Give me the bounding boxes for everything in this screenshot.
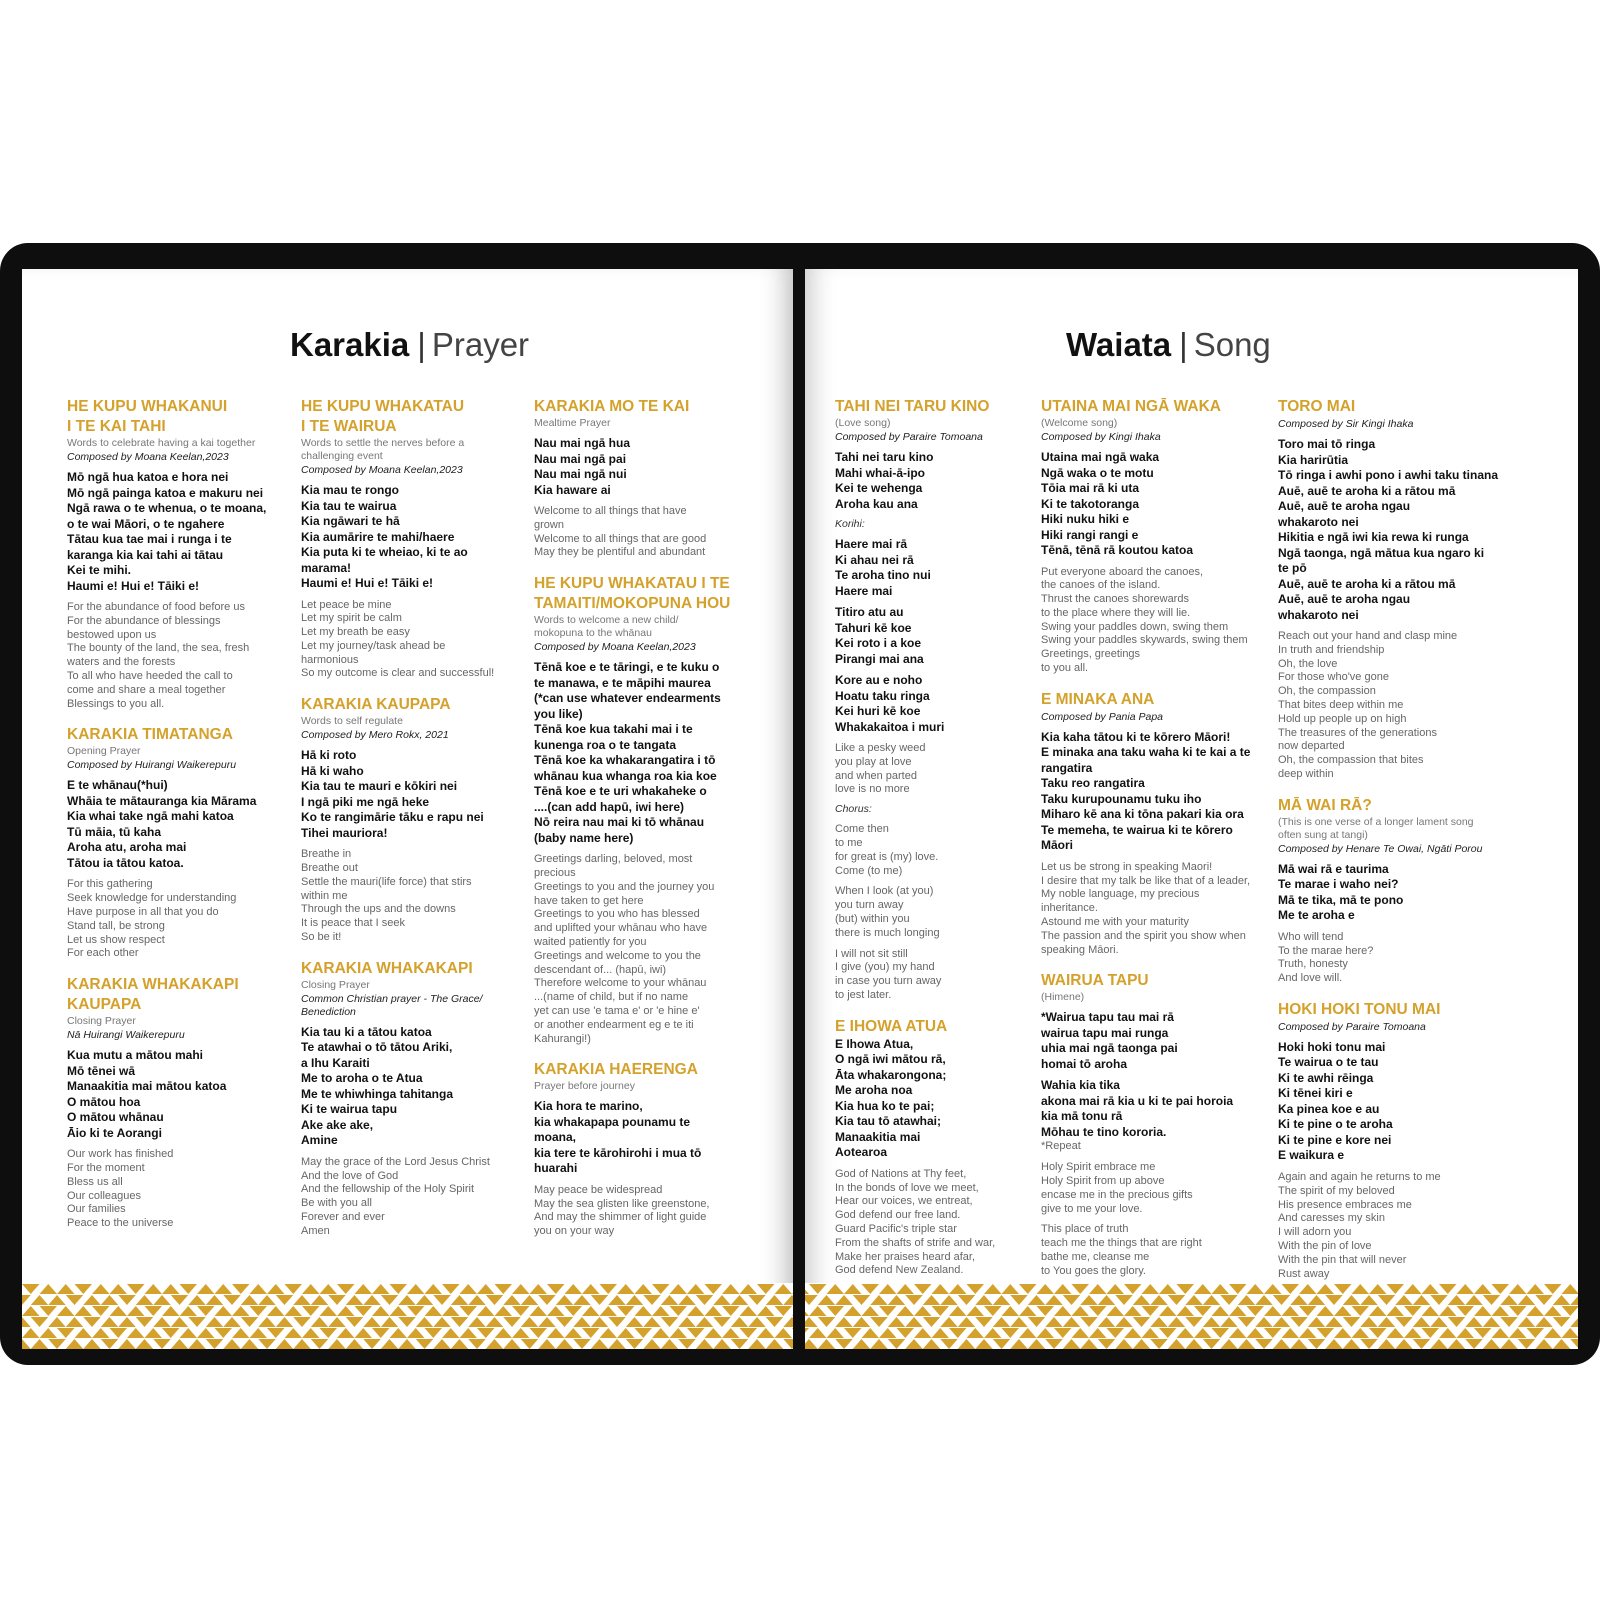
section-title: HE KUPU WHAKANUI I TE KAI TAHI [67,398,228,435]
prayer-section [534,1060,749,1239]
english-translation: For the abundance of food before us For the abundance of blessings bestowed upon us The bounty of the land, the sea, fresh waters and the forests To all who have heeded the call to come and share a meal together Blessings to you all. [67,601,250,710]
english-translation: Greetings darling, beloved, most precious Greetings to you and the journey you have taken to get here Greetings to you who has blessed and uplifted your whānau who have waited patiently for you Greetings and welcome to you the descendant of... (hapū, iwi) Therefore welcome to your whānau ...(name of child, but if no name yet can use 'e tama e' or 'e hine e' or another endearment eg e te iti Kahurangi!) [534,853,715,1045]
song-section [835,1017,1030,1278]
song-section [1041,397,1271,676]
composer-credit: Composed by Mero Rokx, 2021 [301,729,449,742]
maori-text: Tēnā koe e te tāringi, e te kuku o te manawa, e te māpihi maurea (*can use whatever endearments you like) Tēnā koe kua takahi mai i te kunenga roa o te tangata Tēnā koe ka whakarangatira i tō whānau kua whanga roa kia koe Tēnā koe e te uri whakaheke o ....(can add hapū, iwi here) Nō reira nau mai ki tō whānau (baby name here) [534,660,721,845]
english-translation: Breathe in Breathe out Settle the mauri(life force) that stirs within me Through the ups and the downs It is peace that I seek So be it! [301,848,472,944]
section-subtitle: Prayer before journey [534,1080,635,1093]
composer-credit: Composed by Moana Keelan,2023 [67,451,229,463]
maori-lyrics: Utaina mai ngā waka Ngā waka o te motu Tōia mai rā ki uta Ki te takotoranga Hiki nuku hiki e Hiki rangi rangi e Tēnā, tēnā rā koutou katoa [1041,450,1194,557]
section-title: HOKI HOKI TONU MAI [1278,1000,1441,1018]
left-page [22,269,793,1349]
right-page [805,269,1578,1349]
column-1 [835,397,1030,1292]
title-main: Karakia [290,326,410,363]
maori-text: Kia tau ki a tātou katoa Te atawhai o tō tātou Ariki, a Ihu Karaiti Me to aroha o te Atua Me te whiwhinga tahitanga Ki te wairua tapu Ake ake ake, Amine [301,1024,454,1148]
maori-text: Kua mutu a mātou mahi Mō tēnei wā Manaakitia mai mātou katoa O mātou hoa O mātou whānau Āio ki te Aorangi [67,1048,227,1140]
maori-text: Nau mai ngā hua Nau mai ngā pai Nau mai ngā nui Kia haware ai [534,436,631,497]
section-subtitle: Closing Prayer [67,1015,136,1028]
section-title: KARAKIA HAERENGA [534,1061,698,1079]
title-sub: Prayer [431,326,530,363]
section-title: KARAKIA TIMATANGA [67,726,233,744]
column-3 [1278,397,1518,1295]
composer-credit: Composed by Pania Papa [1041,710,1163,723]
composer-credit: Composed by Sir Kingi Ihaka [1278,418,1414,430]
maori-text: Hā ki roto Hā ki waho Kia tau te mauri e kōkiri nei I ngā piki me ngā heke Ko te rangimārie tāku e rapu nei Tihei mauriora! [301,748,484,840]
maori-lyrics: Haere mai rā Ki ahau nei rā Te aroha tino nui Haere mai [835,537,931,598]
section-title: KARAKIA WHAKAKAPI [301,959,473,977]
title-main: Waiata [1066,326,1172,363]
english-translation: Reach out your hand and clasp mine In truth and friendship Oh, the love For those who've gone Oh, the compassion That bites deep within me Hold up people up on high The treasures of the generations now departed Oh, the compassion that bites deep within [1278,630,1458,780]
verse-label: Korihi: [835,518,865,530]
section-title: KARAKIA KAUPAPA [301,696,451,714]
song-section [1041,690,1271,958]
section-subtitle: Words to celebrate having a kai together [67,437,256,449]
maori-lyrics: Kia kaha tātou ki te kōrero Māori! E minaka ana taku waha ki te kai a te rangatira Taku reo rangatira Taku kurupounamu tuku iho Miharo kē ana ki tōna pakari kia ora Te memeha, te wairua ki te kōrero Māori [1041,729,1251,853]
maori-lyrics: Hoki hoki tonu mai Te wairua o te tau Ki te awhi rēinga Ki tēnei kiri e Ka pinea koe e au Ki te pine o te aroha Ki te pine e kore nei E waikura e [1278,1039,1393,1163]
column-2 [1041,397,1271,1293]
english-translation: Let us be strong in speaking Maori! I desire that my talk be like that of a leader, My noble language, my precious inheritance. Astound me with your maturity The passion and the spirit you show when speaking Māori. [1041,860,1251,956]
section-title: TORO MAI [1278,398,1356,415]
title-sub: Song [1193,326,1271,363]
title-separator: | [417,326,426,363]
section-subtitle: Mealtime Prayer [534,417,611,429]
section-subtitle: (Himene) [1041,991,1085,1004]
maori-text: Mō ngā hua katoa e hora nei Mō ngā painga katoa e makuru nei Ngā rawa o te whenua, o te moana, o te wai Māori, o te ngahere Tātau kua tae mai i runga i te karanga kia kai tahi ai tātau Kei te mihi. Haumi e! Hui e! Tāiki e! [67,470,267,593]
section-subtitle: Words to self regulate [301,715,403,728]
song-section [1278,796,1518,986]
section-title: KARAKIA WHAKAKAPI KAUPAPA [67,976,239,1014]
prayer-section [301,959,516,1239]
prayer-section [301,397,516,681]
column-2 [301,397,516,1253]
composer-credit: Composed by Henare Te Owai, Ngāti Porou [1278,842,1483,855]
section-title: MĀ WAI RĀ? [1278,796,1372,814]
section-subtitle: (Welcome song) [1041,417,1118,429]
section-subtitle: Words to settle the nerves before a challenging event [301,437,465,462]
page-title [290,325,529,365]
verse-label: Chorus: [835,803,872,816]
composer-credit: Composed by Paraire Tomoana [1278,1020,1426,1033]
english-translation: Let peace be mine Let my spirit be calm Let my breath be easy Let my journey/task ahead be harmonious So my outcome is clear and successful! [301,598,495,680]
english-translation: Who will tend To the marae here? Truth, honesty And love will. [1278,930,1374,985]
section-subtitle: Opening Prayer [67,745,141,758]
composer-credit: Composed by Kingi Ihaka [1041,431,1161,443]
english-translation: I will not sit still I give (you) my hand in case you turn away to jest later. [835,947,942,1001]
section-title: E IHOWA ATUA [835,1017,948,1035]
maori-lyrics: Titiro atu au Tahuri kē koe Kei roto i a koe Pirangi mai ana [835,605,924,666]
maori-text: E te whānau(*hui) Whāia te mātauranga kia Mārama Kia whai take ngā mahi katoa Tū māia, tū kaha Aroha atu, aroha mai Tātou ia tātou katoa. [67,778,257,870]
maori-lyrics: *Wairua tapu tau mai rā wairua tapu mai runga uhia mai ngā taonga pai homai tō aroha [1041,1010,1178,1071]
english-translation: For this gathering Seek knowledge for understanding Have purpose in all that you do Stand tall, be strong Let us show respect For each other [67,878,237,960]
section-title: WAIRUA TAPU [1041,972,1149,990]
english-translation: Come then to me for great is (my) love. Come (to me) [835,823,939,877]
english-translation: May peace be widespread May the sea glisten like greenstone, And may the shimmer of light guide you on your way [534,1183,710,1238]
english-translation: This place of truth teach me the things that are right bathe me, cleanse me to You goes the glory. [1041,1223,1202,1277]
section-title: E MINAKA ANA [1041,690,1155,708]
prayer-section [67,725,277,961]
book-cover [0,243,1600,1365]
english-translation: Welcome to all things that have grown Welcome to all things that are good May they be plentiful and abundant [534,505,707,559]
maori-lyrics: Mā wai rā e taurima Te marae i waho nei? Mā te tika, mā te pono Me te aroha e [1278,861,1404,923]
prayer-section [67,975,277,1231]
english-translation: May the grace of the Lord Jesus Christ And the love of God And the fellowship of the Holy Spirit Be with you all Forever and ever Amen [301,1155,490,1237]
composer-credit: Composed by Huirangi Waikerepuru [67,759,237,772]
composer-credit: Composed by Paraire Tomoana [835,431,983,443]
triangle-pattern-border [22,1283,793,1349]
composer-credit: Common Christian prayer - The Grace/ Benediction [301,992,483,1018]
composer-credit: Composed by Moana Keelan,2023 [534,641,696,654]
song-section [1041,971,1271,1278]
section-subtitle: (This is one verse of a longer lament song often sung at tangi) [1278,815,1474,841]
song-section [1278,1000,1518,1281]
english-translation: Put everyone aboard the canoes, the canoes of the island. Thrust the canoes shorewards to the place where they will lie. Swing your paddles down, swing them Swing your paddles skywards, swing them Greetings, greetings to you all. [1041,565,1248,675]
maori-text: Kia hora te marino, kia whakapapa pounamu te moana, kia tere te kārohirohi i mua tō huarahi [534,1099,702,1176]
prayer-section [534,397,749,560]
section-title: KARAKIA MO TE KAI [534,398,690,415]
section-title: TAHI NEI TARU KINO [835,398,990,415]
english-translation: Like a pesky weed you play at love and when parted love is no more [835,742,926,796]
section-subtitle: Closing Prayer [301,978,370,991]
column-1 [67,397,277,1245]
prayer-section [67,397,277,711]
page-title [1066,325,1271,365]
english-translation: God of Nations at Thy feet, In the bonds of love we meet, Hear our voices, we entreat, God defend our free land. Guard Pacific's triple star From the shafts of strife and war, Make her praises heard afar, God defend New Zealand. [835,1167,996,1277]
column-3 [534,397,749,1253]
maori-lyrics: Kore au e noho Hoatu taku ringa Kei huri kē koe Whakakaitoa i muri [835,673,945,734]
prayer-section [301,695,516,945]
maori-text: Kia mau te rongo Kia tau te wairua Kia ngāwari te hā Kia aumārire te mahi/haere Kia puta ki te wheiao, ki te ao marama! Haumi e! Hui e! Tāiki e! [301,483,468,590]
triangle-pattern-border [805,1283,1578,1349]
maori-lyrics: Wahia kia tika akona mai rā kia u ki te pai horoia kia mā tonu rā Mōhau te tino kororia. [1041,1078,1234,1139]
section-title: HE KUPU WHAKATAU I TE TAMAITI/MOKOPUNA HOU [534,575,731,613]
section-title: HE KUPU WHAKATAU I TE WAIRUA [301,398,465,435]
section-subtitle: Words to welcome a new child/ mokopuna to the whānau [534,614,679,640]
prayer-section [534,574,749,1046]
english-translation: Again and again he returns to me The spirit of my beloved His presence embraces me And caresses my skin I will adorn you With the pin of love With the pin that will never Rust away [1278,1170,1441,1280]
english-translation: Our work has finished For the moment Bless us all Our colleagues Our families Peace to the universe [67,1148,174,1230]
maori-lyrics: E Ihowa Atua, O ngā iwi mātou rā, Āta whakarongona; Me aroha noa Kia hua ko te pai; Kia tau tō atawhai; Manaakitia mai Aotearoa [835,1036,947,1160]
section-subtitle: (Love song) [835,417,891,429]
composer-credit: Nā Huirangi Waikerepuru [67,1029,185,1042]
english-note: *Repeat [1041,1140,1081,1153]
english-translation: Holy Spirit embrace me Holy Spirit from up above encase me in the precious gifts give to me your love. [1041,1161,1193,1215]
english-translation: When I look (at you) you turn away (but) within you there is much longing [835,885,940,939]
maori-lyrics: Tahi nei taru kino Mahi whai-ā-ipo Kei te wehenga Aroha kau ana [835,450,934,511]
maori-lyrics: Toro mai tō ringa Kia harirūtia Tō ringa i awhi pono i awhi taku tinana Auē, auē te aroha ki a rātou mā Auē, auē te aroha ngau whakaroto nei Hikitia e ngā iwi kia rewa ki runga Ngā taonga, ngā mātua kua ngaro ki te pō Auē, auē te aroha ki a rātou mā Auē, auē te aroha ngau whakaroto nei [1278,437,1499,622]
song-section [835,397,1030,1003]
composer-credit: Composed by Moana Keelan,2023 [301,464,463,476]
section-title: UTAINA MAI NGĀ WAKA [1041,398,1221,415]
title-separator: | [1179,326,1188,363]
song-section [1278,397,1518,782]
